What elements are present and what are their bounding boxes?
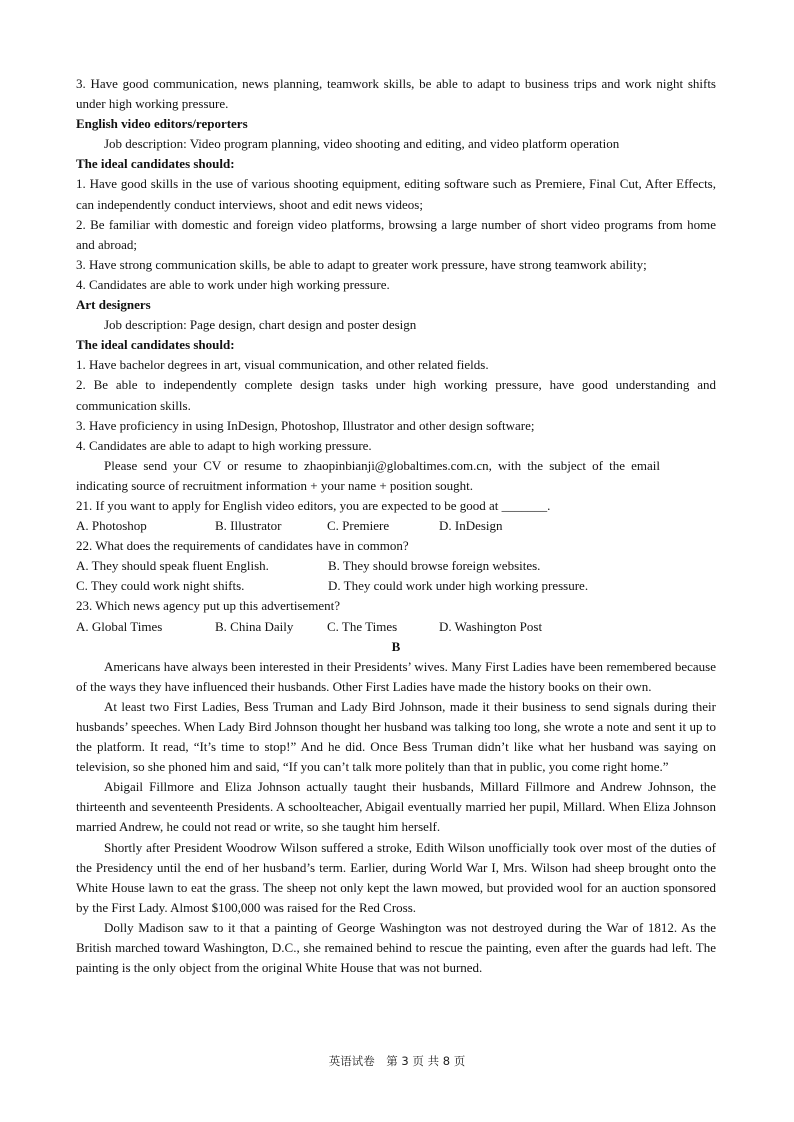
option-b: B. They should browse foreign websites. (328, 558, 541, 574)
option-d: D. They could work under high working pressure. (328, 578, 589, 594)
job-description: Job description: Page design, chart design and poster design (104, 317, 417, 333)
question-stem: 23. Which news agency put up this advertisement? (76, 598, 341, 614)
answer-options (76, 617, 716, 637)
job-heading-art: Art designers (76, 297, 151, 313)
option-a: A. They should speak fluent English. (76, 558, 269, 574)
option-d: D. InDesign (439, 518, 503, 534)
requirement-item: 1. Have bachelor degrees in art, visual communication, and other related fields. (76, 357, 489, 373)
requirement-item: 4. Candidates are able to work under high working pressure. (76, 276, 390, 292)
requirement-item: 2. Be able to independently complete design tasks under high working pressure, have good understanding and communication skills. (76, 377, 716, 413)
answer-options (76, 516, 716, 536)
option-c: C. Premiere (327, 518, 390, 534)
passage-paragraph: Dolly Madison saw to it that a painting of George Washington was not destroyed during the War of 1812. As the British marched toward Washington, D.C., she remained behind to rescue the painting, even after the guards had left. The painting is the only object from the original White House that was not burned. (76, 919, 716, 976)
question-stem: 22. What does the requirements of candidates have in common? (76, 538, 409, 554)
job-heading-video: English video editors/reporters (76, 116, 248, 132)
requirement-item: 4. Candidates are able to adapt to high working pressure. (76, 437, 372, 453)
passage-paragraph: Abigail Fillmore and Eliza Johnson actually taught their husbands, Millard Fillmore and Andrew Johnson, the thirteenth and seventeenth Presidents. A schoolteacher, Abigail eventually married her pupil, Millard. When Eliza Johnson married Andrew, he could not read or write, so she taught him herself. (76, 779, 716, 835)
option-b: B. Illustrator (215, 518, 282, 534)
answer-options (76, 556, 716, 576)
requirement-item: 1. Have good skills in the use of various shooting equipment, editing software such as Premiere, Final Cut, After Effects, can independently conduct interviews, shoot and edit news videos; (76, 176, 716, 212)
page-content (76, 74, 716, 978)
option-a: A. Photoshop (76, 518, 147, 534)
job-description: Job description: Video program planning, video shooting and editing, and video platform operation (104, 136, 620, 152)
ideal-candidates-heading: The ideal candidates should: (76, 337, 235, 353)
requirement-item: 2. Be familiar with domestic and foreign video platforms, browsing a large number of short video programs from home and abroad; (76, 216, 716, 252)
page-footer: 英语试卷 第 3 页 共 8 页 (328, 1054, 466, 1068)
passage-paragraph: At least two First Ladies, Bess Truman and Lady Bird Johnson, made it their business to send signals during their husbands’ speeches. When Lady Bird Johnson thought her husband was talking too long, she wrote a note and sent it up to the platform. It read, “It’s time to stop!” And he did. Once Bess Truman didn’t like what her husband was saying on television, so she phoned him and said, “If you can’t talk more politely than that in public, you come right home.” (76, 698, 716, 775)
requirement-item: 3. Have good communication, news planning, teamwork skills, be able to adapt to business trips and work night shifts under high working pressure. (76, 76, 716, 112)
option-a: A. Global Times (76, 618, 163, 634)
ideal-candidates-heading: The ideal candidates should: (76, 156, 235, 172)
requirement-item: 3. Have strong communication skills, be able to adapt to greater work pressure, have strong teamwork ability; (76, 256, 647, 272)
application-instructions: Please send your CV or resume to zhaopinbianji@globaltimes.com.cn, with the subject of the email indicating source of recruitment information + your name + position sought. (76, 457, 660, 493)
passage-paragraph: Americans have always been interested in their Presidents’ wives. Many First Ladies have been remembered because of the ways they have influenced their husbands. Other First Ladies have made the history books on their own. (76, 658, 716, 694)
option-b: B. China Daily (215, 618, 294, 634)
passage-paragraph: Shortly after President Woodrow Wilson suffered a stroke, Edith Wilson unofficially took over most of the duties of the Presidency until the end of her husband’s term. Earlier, during World War I, Mrs. Wilson had sheep brought onto the White House lawn to eat the grass. The sheep not only kept the lawn mowed, but provided wool for an auction sponsored by the First Lady. Almost $100,000 was raised for the Red Cross. (76, 839, 716, 915)
question-stem: 21. If you want to apply for English video editors, you are expected to be good at _______. (76, 497, 551, 513)
section-label: B (391, 638, 401, 654)
answer-options (76, 576, 716, 596)
requirement-item: 3. Have proficiency in using InDesign, Photoshop, Illustrator and other design software; (76, 417, 535, 433)
option-d: D. Washington Post (439, 618, 543, 634)
option-c: C. The Times (327, 618, 398, 634)
option-c: C. They could work night shifts. (76, 578, 245, 594)
